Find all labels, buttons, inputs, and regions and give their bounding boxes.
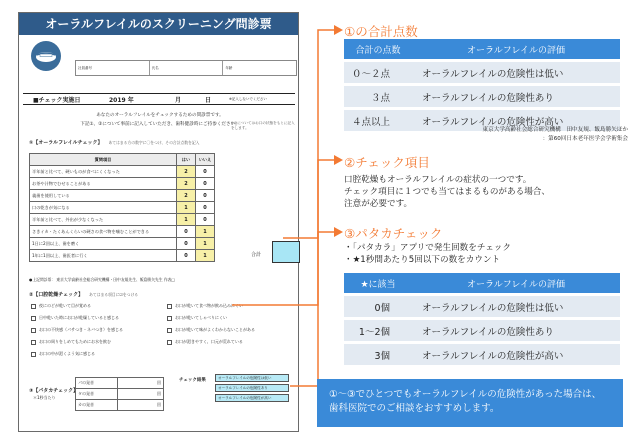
table-row — [344, 296, 620, 317]
section2-sub: あてはまる項目に☑をつける — [89, 292, 139, 297]
credit-line: 東京大学高齢社会総合研究機構 田中友規、飯島勝矢ほか — [482, 127, 628, 133]
date-year: 2019 年 — [109, 97, 134, 104]
star-count: 0個 — [344, 296, 412, 317]
pata-count-input[interactable]: 回 — [118, 400, 164, 411]
no-score[interactable]: 0 — [196, 190, 215, 202]
score-range: ４点以上 — [344, 110, 412, 131]
evaluation-text: オーラルフレイルの危険性が高い — [412, 344, 620, 365]
table-header-row — [344, 273, 620, 293]
yes-score[interactable]: 2 — [177, 190, 196, 202]
section1-sub: あてはまる方の数字に〇をつけ、その合計点数を記入 — [108, 140, 200, 145]
evaluation-text: オーラルフレイルの危険性は低い — [412, 62, 620, 83]
total-label: 合計 — [251, 252, 262, 258]
header-total-score: 合計の点数 — [344, 39, 412, 59]
dry-item-label: お口が乾いてしゃべりにくい — [175, 315, 227, 320]
intro-line: 下記①、②について事前に記入していただき、歯科健診時にご持参ください。 — [80, 122, 240, 127]
panel1-title: ①の合計点数 — [344, 24, 418, 39]
dry-item-label: お口の周りをしめてもためにお水を飲む — [39, 339, 111, 344]
bullet-line: ・★1秒間あたり5回以下の数をカウント — [344, 255, 501, 265]
star-count: 1～2個 — [344, 320, 412, 341]
section3-title: ③【パタカチェック】 — [29, 388, 79, 394]
yes-score[interactable]: 1 — [177, 214, 196, 226]
header-star-count: ★に該当 — [344, 273, 412, 293]
dry-item-label: お口の中が渇くよう気に感じる — [39, 351, 95, 356]
dry-item-label: お口が乾いて食べ物が飲み込みにくい — [175, 303, 243, 308]
header-no: いいえ — [196, 154, 215, 166]
panel3-pataka-table — [344, 270, 620, 368]
table-row — [344, 344, 620, 365]
panel2-title: ②チェック項目 — [344, 155, 430, 170]
pata-count-input[interactable]: 回 — [118, 378, 164, 389]
no-score[interactable]: 0 — [196, 178, 215, 190]
pata-label: カの発音 — [76, 400, 118, 411]
question-text: 1日に2回以上、歯を磨く — [30, 238, 177, 250]
header-evaluation: オーラルフレイルの評価 — [412, 39, 620, 59]
no-score[interactable]: 0 — [196, 214, 215, 226]
dry-item-label: お口が乾いて味がよくわからないことがある — [175, 327, 255, 332]
check-result-label: チェック結果 — [179, 378, 206, 383]
evaluation-text: オーラルフレイルの危険性が高い — [412, 110, 620, 131]
section2-title: ②【口腔乾燥チェック】 — [29, 292, 84, 298]
credit-line: ：第60回日本老年医学会学術集会 — [542, 136, 628, 142]
description-line: チェック項目に１つでも当てはまるものがある場合、 — [344, 187, 550, 197]
intro-line: あなたのオーラルフレイルをチェックするための問診票です。 — [96, 113, 224, 118]
no-score[interactable]: 0 — [196, 202, 215, 214]
yes-score[interactable]: 2 — [177, 178, 196, 190]
no-score[interactable]: 1 — [196, 250, 215, 262]
question-text: 義歯を使用している — [30, 190, 177, 202]
recommendation-line: ①～③でひとつでもオーラルフレイルの危険性があった場合は、 — [329, 389, 602, 400]
result-option-label: オーラルフレイルの危険性が高い — [218, 395, 272, 400]
score-range: ０～２点 — [344, 62, 412, 83]
table-row — [344, 320, 620, 341]
recommendation-line: 歯科医院でのご相談をおすすめします。 — [329, 403, 500, 414]
id-label: 氏名 — [151, 65, 159, 70]
question-text: 半年前と比べて、外出が少なくなった — [30, 214, 177, 226]
score-range: ３点 — [344, 86, 412, 107]
bullet-line: ・「パタカラ」アプリで発生回数をチェック — [344, 243, 511, 253]
section1-title: ①【オーラルフレイルチェック】 — [29, 140, 103, 146]
form-title: オーラルフレイルのスクリーニング問診票 — [19, 13, 298, 35]
evaluation-text: オーラルフレイルの危険性あり — [412, 320, 620, 341]
table-header-row — [344, 39, 620, 59]
result-option-label: オーラルフレイルの危険性は低い — [218, 375, 272, 380]
panel3-bullets — [344, 242, 511, 266]
recommendation-banner — [317, 379, 623, 427]
header-evaluation: オーラルフレイルの評価 — [412, 273, 620, 293]
section3-note: ＊1秒当たり — [33, 395, 56, 400]
id-label: 社員番号 — [78, 65, 92, 70]
dry-item-label: お口の不快感（パサつき・ネバつき）を感じる — [39, 327, 123, 332]
dry-item-label: 日中乾いた時にお口が乾燥していると感じる — [39, 315, 119, 320]
yes-score[interactable]: 0 — [177, 250, 196, 262]
header-yes: はい — [177, 154, 196, 166]
research-credit — [392, 126, 628, 144]
yes-score[interactable]: 0 — [177, 238, 196, 250]
no-score[interactable]: 1 — [196, 226, 215, 238]
dry-item-label: お口が渇きやすく、口元が荒れている — [175, 339, 243, 344]
date-month: 月 — [175, 97, 182, 104]
star-count: 3個 — [344, 344, 412, 365]
panel3-title: ③パタカチェック — [344, 226, 443, 241]
no-score[interactable]: 1 — [196, 238, 215, 250]
pata-count-input[interactable]: 回 — [118, 389, 164, 400]
panel2-description — [344, 174, 550, 210]
dry-item-label: 夜にのどが乾いて目が覚める — [39, 303, 91, 308]
intro-note: ※③についてはお口の状態をもとに記入をします。 — [231, 121, 295, 130]
header-question: 質問項目 — [30, 154, 177, 166]
table-row — [344, 86, 620, 107]
description-line: 注意が必要です。 — [344, 199, 413, 209]
question-text: 口の乾きが気になる — [30, 202, 177, 214]
id-label: 年齢 — [225, 65, 233, 70]
evaluation-text: オーラルフレイルの危険性は低い — [412, 296, 620, 317]
question-text: さきイカ・たくあんくらいの硬さの食べ物を噛むことができる — [30, 226, 177, 238]
pata-label: パの発音 — [76, 378, 118, 389]
yes-score[interactable]: 2 — [177, 166, 196, 178]
yes-score[interactable]: 1 — [177, 202, 196, 214]
question-text: 1年に1回以上、歯医者に行く — [30, 250, 177, 262]
result-option-label: オーラルフレイルの危険性あり — [218, 385, 268, 390]
question-text: お茶や汁物でむせることがある — [30, 178, 177, 190]
evaluation-text: オーラルフレイルの危険性あり — [412, 86, 620, 107]
date-label: ■チェック実施日 — [33, 97, 81, 104]
no-score[interactable]: 0 — [196, 166, 215, 178]
date-day: 日 — [205, 97, 212, 104]
pata-label: タの発音 — [76, 389, 118, 400]
yes-score[interactable]: 0 — [177, 226, 196, 238]
form-credit: ●上記問診票： 東京大学高齢社会総合研究機構・田中友規先生、飯島勝矢先生 作表□ — [29, 277, 175, 282]
panel1-score-table — [344, 36, 620, 134]
description-line: 口腔乾燥もオーラルフレイルの症状の一つです。 — [344, 175, 532, 185]
table-row — [344, 62, 620, 83]
date-note: ※記入しないでください — [229, 97, 267, 101]
question-text: 半年前と比べて、硬いものが食べにくくなった — [30, 166, 177, 178]
